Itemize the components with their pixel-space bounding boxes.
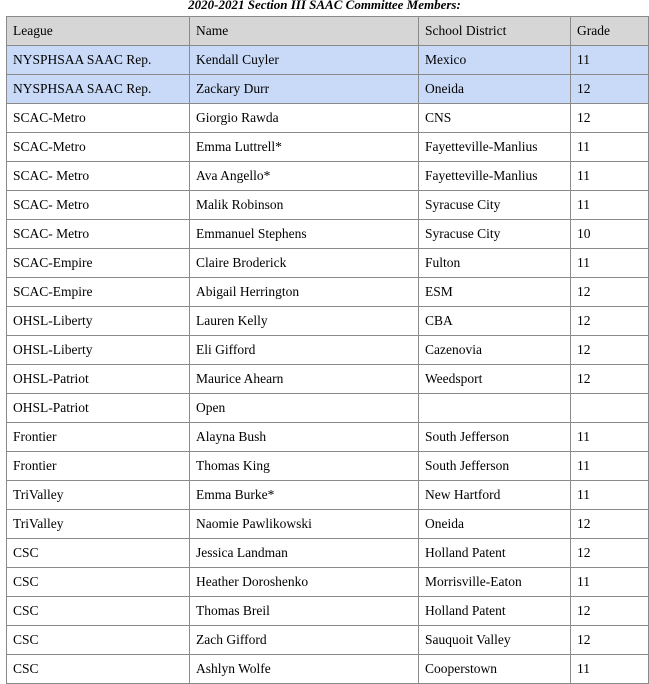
cell-name: Alayna Bush bbox=[190, 423, 419, 452]
cell-name: Lauren Kelly bbox=[190, 307, 419, 336]
table-row bbox=[7, 597, 649, 626]
cell-league: CSC bbox=[7, 597, 190, 626]
cell-name: Emmanuel Stephens bbox=[190, 220, 419, 249]
cell-league: CSC bbox=[7, 655, 190, 684]
cell-league: SCAC-Empire bbox=[7, 249, 190, 278]
cell-league: OHSL-Liberty bbox=[7, 307, 190, 336]
cell-school-district: South Jefferson bbox=[419, 423, 571, 452]
page-title: 2020-2021 Section III SAAC Committee Members: bbox=[188, 0, 461, 12]
cell-league: Frontier bbox=[7, 423, 190, 452]
cell-league: TriValley bbox=[7, 481, 190, 510]
cell-school-district: ESM bbox=[419, 278, 571, 307]
cell-school-district: CNS bbox=[419, 104, 571, 133]
table-row bbox=[7, 75, 649, 104]
header-grade: Grade bbox=[571, 17, 649, 46]
cell-league: NYSPHSAA SAAC Rep. bbox=[7, 46, 190, 75]
table-row bbox=[7, 162, 649, 191]
table-row bbox=[7, 46, 649, 75]
cell-name: Eli Gifford bbox=[190, 336, 419, 365]
cell-grade: 12 bbox=[571, 597, 649, 626]
table-header-row bbox=[7, 17, 649, 46]
cell-grade: 11 bbox=[571, 46, 649, 75]
table-row bbox=[7, 539, 649, 568]
cell-school-district: Oneida bbox=[419, 75, 571, 104]
header-name: Name bbox=[190, 17, 419, 46]
cell-school-district: Fulton bbox=[419, 249, 571, 278]
cell-school-district: Cazenovia bbox=[419, 336, 571, 365]
cell-league: SCAC-Metro bbox=[7, 104, 190, 133]
table-row bbox=[7, 278, 649, 307]
cell-grade: 11 bbox=[571, 568, 649, 597]
cell-name: Jessica Landman bbox=[190, 539, 419, 568]
committee-table bbox=[6, 16, 649, 684]
cell-school-district: Mexico bbox=[419, 46, 571, 75]
table-row bbox=[7, 104, 649, 133]
cell-school-district: Weedsport bbox=[419, 365, 571, 394]
cell-league: SCAC-Empire bbox=[7, 278, 190, 307]
cell-name: Zackary Durr bbox=[190, 75, 419, 104]
cell-name: Maurice Ahearn bbox=[190, 365, 419, 394]
cell-name: Abigail Herrington bbox=[190, 278, 419, 307]
cell-name: Naomie Pawlikowski bbox=[190, 510, 419, 539]
table-row bbox=[7, 655, 649, 684]
cell-grade: 11 bbox=[571, 133, 649, 162]
cell-grade: 11 bbox=[571, 423, 649, 452]
cell-name: Thomas King bbox=[190, 452, 419, 481]
cell-school-district: CBA bbox=[419, 307, 571, 336]
cell-school-district: Morrisville-Eaton bbox=[419, 568, 571, 597]
cell-school-district: Holland Patent bbox=[419, 597, 571, 626]
cell-grade: 12 bbox=[571, 104, 649, 133]
cell-name: Heather Doroshenko bbox=[190, 568, 419, 597]
table-row bbox=[7, 452, 649, 481]
cell-league: CSC bbox=[7, 568, 190, 597]
cell-name: Thomas Breil bbox=[190, 597, 419, 626]
cell-grade: 12 bbox=[571, 307, 649, 336]
cell-school-district: Sauquoit Valley bbox=[419, 626, 571, 655]
cell-league: SCAC-Metro bbox=[7, 133, 190, 162]
table-row bbox=[7, 626, 649, 655]
cell-grade: 12 bbox=[571, 278, 649, 307]
cell-grade: 12 bbox=[571, 75, 649, 104]
header-league: League bbox=[7, 17, 190, 46]
cell-league: OHSL-Patriot bbox=[7, 394, 190, 423]
cell-school-district: Fayetteville-Manlius bbox=[419, 133, 571, 162]
table-row bbox=[7, 336, 649, 365]
cell-league: SCAC- Metro bbox=[7, 220, 190, 249]
cell-league: OHSL-Patriot bbox=[7, 365, 190, 394]
table-row bbox=[7, 249, 649, 278]
cell-league: TriValley bbox=[7, 510, 190, 539]
table-row bbox=[7, 423, 649, 452]
cell-school-district: Oneida bbox=[419, 510, 571, 539]
cell-name: Malik Robinson bbox=[190, 191, 419, 220]
cell-grade: 11 bbox=[571, 655, 649, 684]
cell-school-district: Syracuse City bbox=[419, 191, 571, 220]
cell-grade bbox=[571, 394, 649, 423]
cell-league: OHSL-Liberty bbox=[7, 336, 190, 365]
cell-grade: 11 bbox=[571, 249, 649, 278]
cell-league: SCAC- Metro bbox=[7, 162, 190, 191]
cell-school-district: Cooperstown bbox=[419, 655, 571, 684]
cell-school-district: Fayetteville-Manlius bbox=[419, 162, 571, 191]
cell-grade: 11 bbox=[571, 481, 649, 510]
cell-grade: 12 bbox=[571, 336, 649, 365]
cell-league: CSC bbox=[7, 539, 190, 568]
cell-grade: 12 bbox=[571, 626, 649, 655]
cell-school-district: South Jefferson bbox=[419, 452, 571, 481]
cell-grade: 11 bbox=[571, 162, 649, 191]
cell-grade: 10 bbox=[571, 220, 649, 249]
cell-name: Giorgio Rawda bbox=[190, 104, 419, 133]
cell-grade: 12 bbox=[571, 365, 649, 394]
cell-grade: 12 bbox=[571, 539, 649, 568]
cell-name: Zach Gifford bbox=[190, 626, 419, 655]
cell-school-district bbox=[419, 394, 571, 423]
cell-grade: 12 bbox=[571, 510, 649, 539]
table-row bbox=[7, 133, 649, 162]
cell-grade: 11 bbox=[571, 452, 649, 481]
cell-school-district: Syracuse City bbox=[419, 220, 571, 249]
cell-league: CSC bbox=[7, 626, 190, 655]
table-row bbox=[7, 394, 649, 423]
table-row bbox=[7, 191, 649, 220]
cell-name: Claire Broderick bbox=[190, 249, 419, 278]
table-row bbox=[7, 307, 649, 336]
cell-league: SCAC- Metro bbox=[7, 191, 190, 220]
header-school-district: School District bbox=[419, 17, 571, 46]
cell-name: Emma Burke* bbox=[190, 481, 419, 510]
table-row bbox=[7, 568, 649, 597]
cell-league: Frontier bbox=[7, 452, 190, 481]
table-row bbox=[7, 481, 649, 510]
cell-school-district: Holland Patent bbox=[419, 539, 571, 568]
cell-name: Ava Angello* bbox=[190, 162, 419, 191]
table-row bbox=[7, 220, 649, 249]
table-row bbox=[7, 365, 649, 394]
table-row bbox=[7, 510, 649, 539]
cell-league: NYSPHSAA SAAC Rep. bbox=[7, 75, 190, 104]
cell-name: Kendall Cuyler bbox=[190, 46, 419, 75]
cell-school-district: New Hartford bbox=[419, 481, 571, 510]
cell-name: Ashlyn Wolfe bbox=[190, 655, 419, 684]
cell-name: Emma Luttrell* bbox=[190, 133, 419, 162]
cell-name: Open bbox=[190, 394, 419, 423]
cell-grade: 11 bbox=[571, 191, 649, 220]
